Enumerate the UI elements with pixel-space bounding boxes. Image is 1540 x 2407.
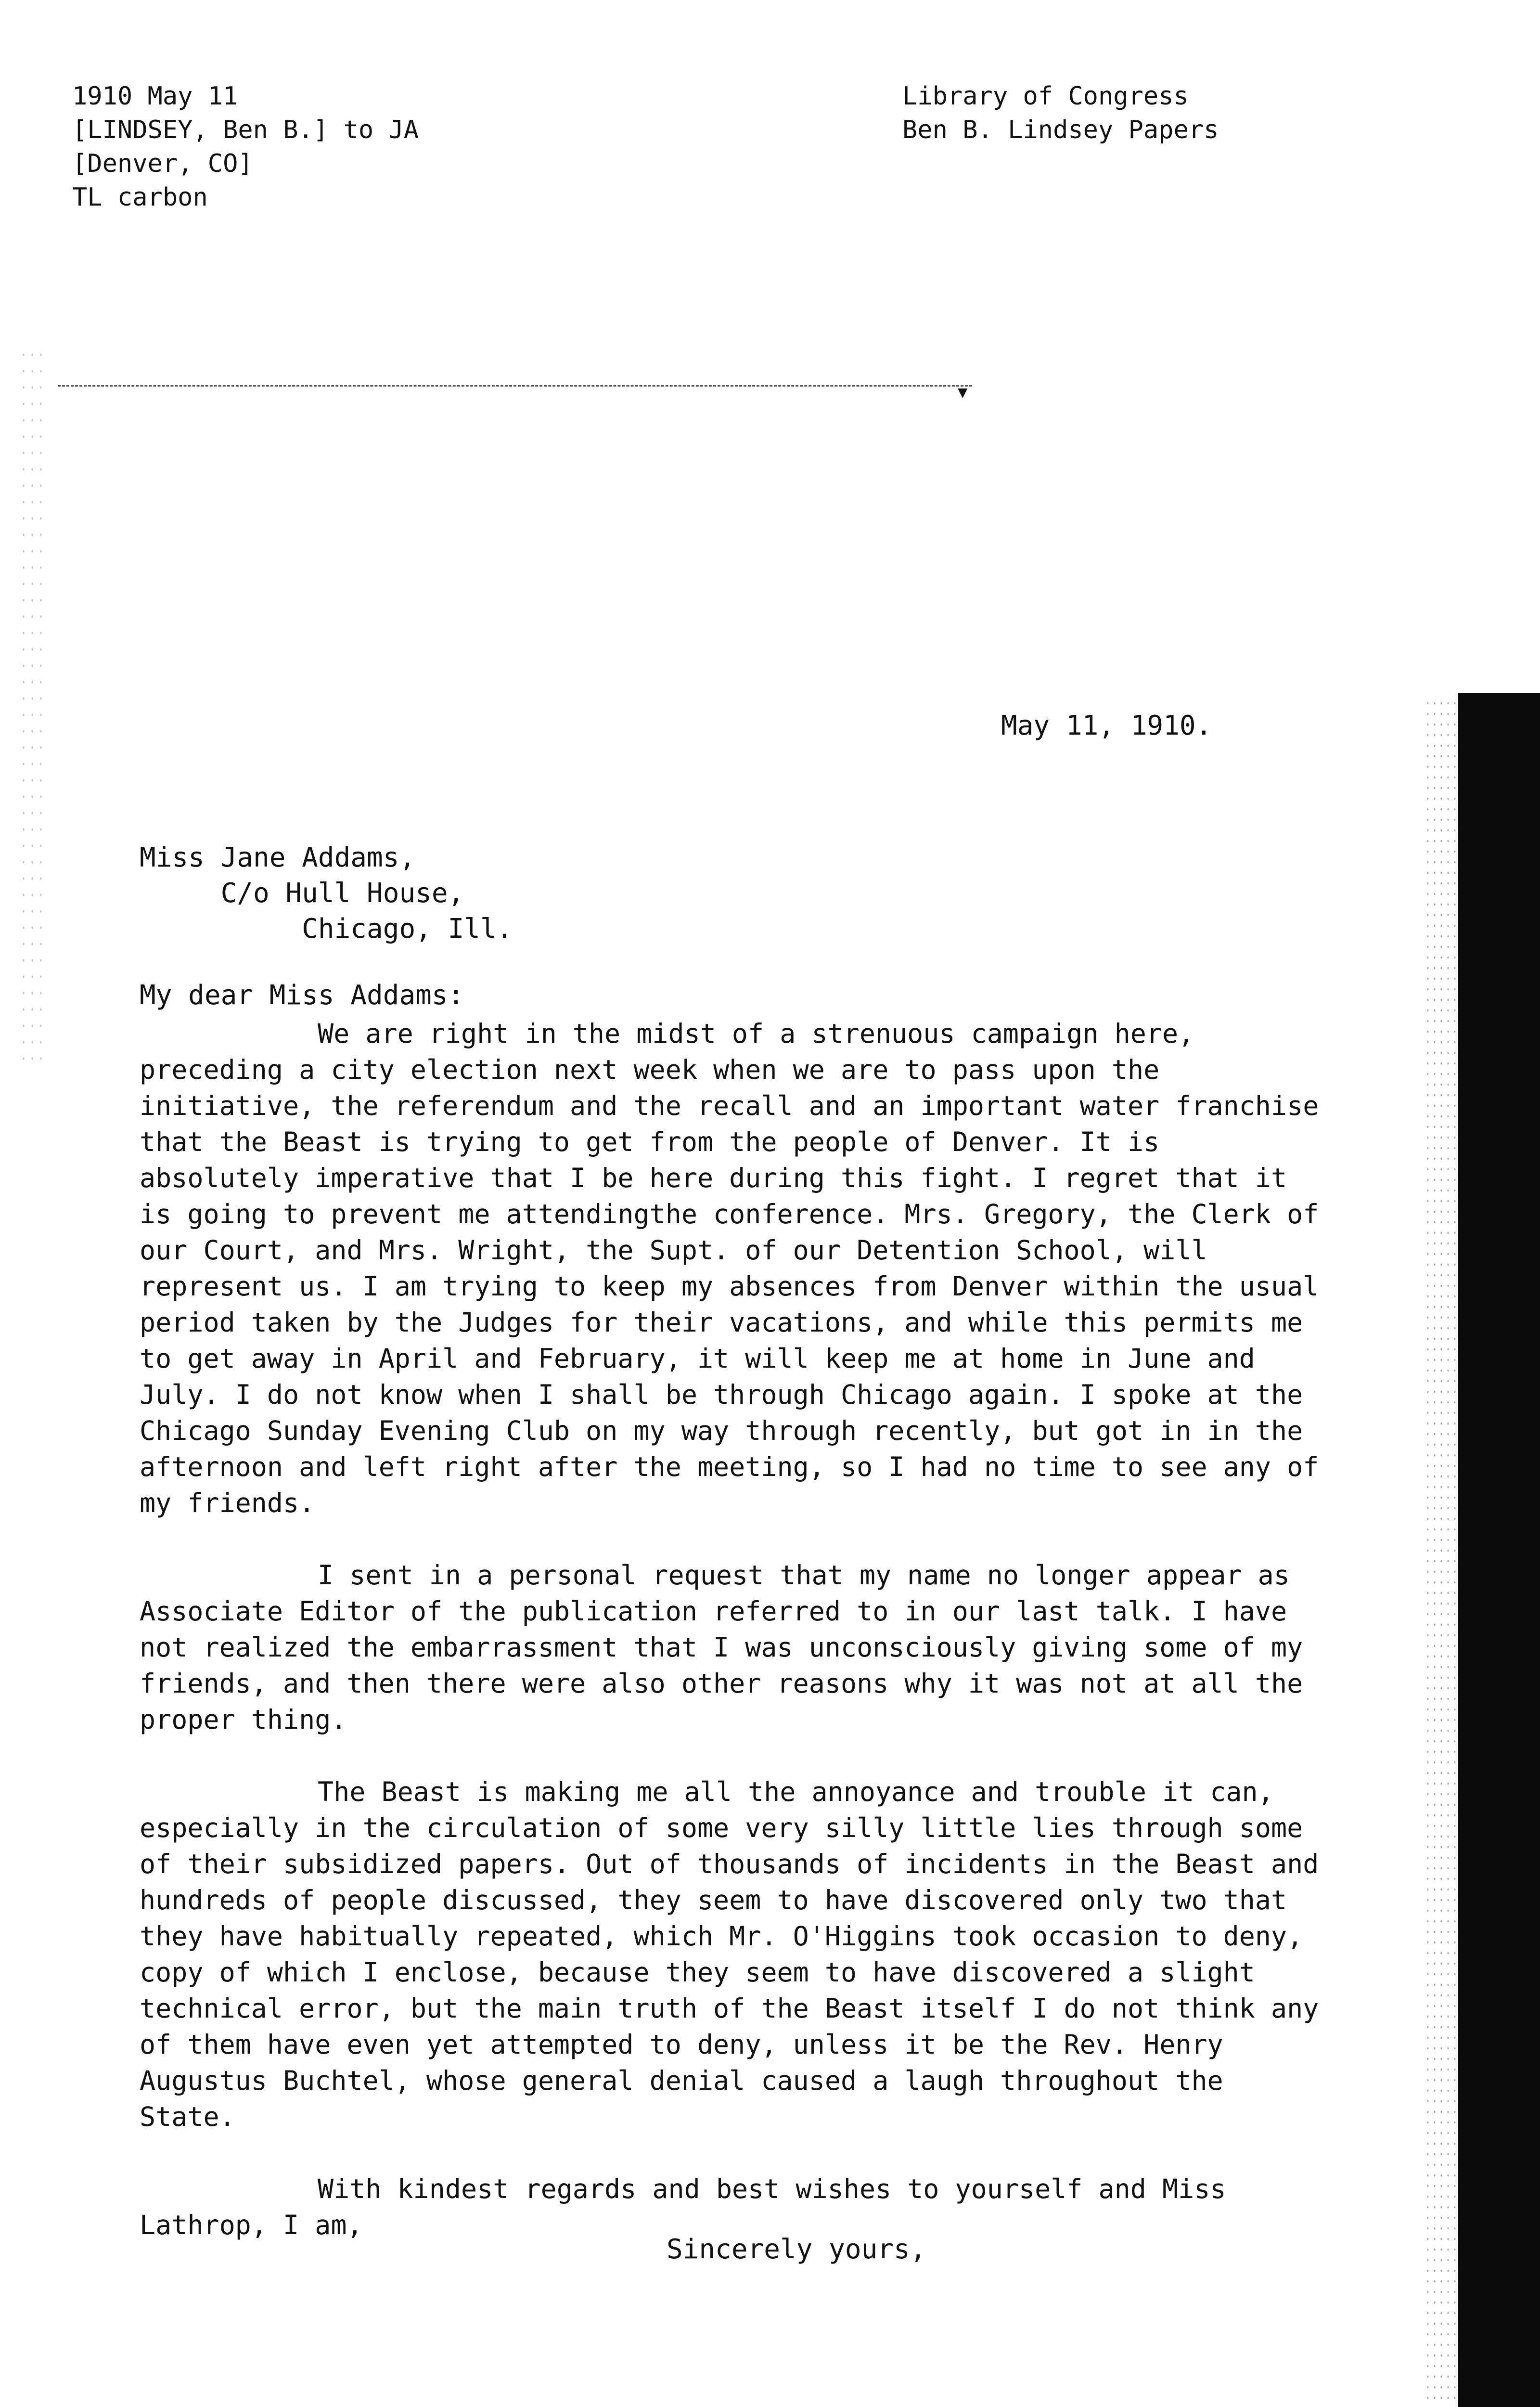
addressee-city: Chicago, Ill. xyxy=(140,913,513,945)
salutation: My dear Miss Addams: xyxy=(140,980,464,1011)
archive-source xyxy=(902,79,1219,147)
archive-name: Library of Congress xyxy=(902,82,1189,111)
body-paragraph: We are right in the midst of a strenuous campaign here, preceding a city election next week when we are to pass upon the initiative, the referendum and the recall and an important water franchise that the Beast is trying to get from the people of Denver. It is absolutely imperative that I be here during this fight. I regret that it is going to prevent me attendingthe conference. Mrs. Gregory, the Clerk of our Court, and Mrs. Wright, the Supt. of our Detention School, will represent us. I am trying to keep my absences from Denver within the usual period taken by the Judges for their vacations, and while this permits me to get away in April and February, it will keep me at home in June and July. I do not know when I shall be through Chicago again. I spoke at the Chicago Sunday Evening Club on my way through recently, but got in in the afternoon and left right after the meeting, so I had no time to see any of my friends. xyxy=(140,1018,1319,1518)
addressee-street: C/o Hull House, xyxy=(140,878,464,909)
metadata-format: TL carbon xyxy=(72,183,208,212)
closing: Sincerely yours, xyxy=(667,2234,926,2265)
body-paragraph: The Beast is making me all the annoyance and trouble it can, especially in the circulation of some very silly little lies through some of their subsidized papers. Out of thousands of incidents in the Beast and hundreds of people discussed, they seem to have discovered only two that they have habitually repeated, which Mr. O'Higgins took occasion to deny, copy of which I enclose, because they seem to have discovered a slight technical error, but the main truth of the Beast itself I do not think any of them have even yet attempted to deny, unless it be the Rev. Henry Augustus Buchtel, whose general denial caused a laugh throughout the State. xyxy=(140,1776,1319,2132)
body-paragraph: With kindest regards and best wishes to yourself and Miss Lathrop, I am, xyxy=(140,2174,1226,2240)
addressee-block xyxy=(140,840,513,947)
scan-dark-edge xyxy=(1458,693,1540,2407)
metadata-correspondents: [LINDSEY, Ben B.] to JA xyxy=(72,116,419,144)
metadata-place: [Denver, CO] xyxy=(72,149,253,178)
letter-date: May 11, 1910. xyxy=(1001,710,1212,741)
archival-metadata xyxy=(72,79,419,214)
addressee-name: Miss Jane Addams, xyxy=(140,842,416,873)
body-paragraph: I sent in a personal request that my name no longer appear as Associate Editor of the publication referred to in our last talk. I have not realized the embarrassment that I was unconsciously giving some of my friends, and then there were also other reasons why it was not at all the proper thing. xyxy=(140,1560,1303,1735)
scan-noise-left xyxy=(19,347,48,1069)
metadata-date: 1910 May 11 xyxy=(72,82,238,111)
divider-arrow-icon: ▼ xyxy=(958,383,968,402)
page-divider xyxy=(58,385,972,387)
collection-name: Ben B. Lindsey Papers xyxy=(902,116,1219,144)
scan-noise-right xyxy=(1424,698,1458,2407)
letter-body xyxy=(140,1016,1323,2279)
